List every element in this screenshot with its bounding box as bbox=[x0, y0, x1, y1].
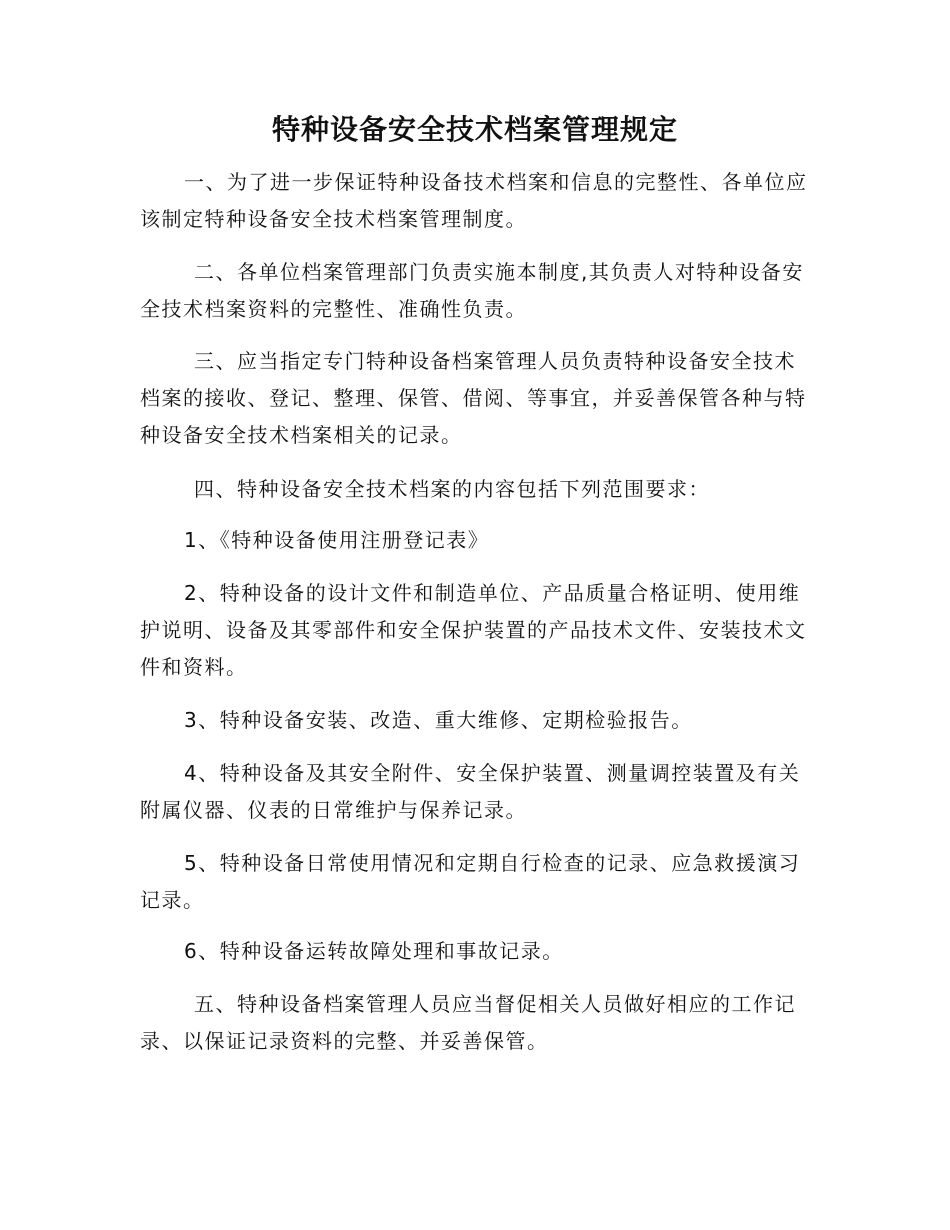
paragraph-3: 三、应当指定专门特种设备档案管理人员负责特种设备安全技术档案的接收、登记、整理、保管、借阅、等事宜，并妥善保管各种与特种设备安全技术档案相关的记录。 bbox=[140, 349, 807, 447]
paragraph-2: 二、各单位档案管理部门负责实施本制度,其负责人对特种设备安全技术档案资料的完整性、准确性负责。 bbox=[140, 260, 804, 321]
paragraph-list-3: 3、特种设备安装、改造、重大维修、定期检验报告。 bbox=[184, 708, 693, 732]
paragraph-list-6: 6、特种设备运转故障处理和事故记录。 bbox=[184, 939, 564, 963]
paragraph-list-2: 2、特种设备的设计文件和制造单位、产品质量合格证明、使用维护说明、设备及其零部件和安全保护装置的产品技术文件、安装技术文件和资料。 bbox=[140, 581, 807, 679]
paragraph-list-1: 1、《特种设备使用注册登记表》 bbox=[184, 528, 490, 552]
paragraph-1: 一、为了进一步保证特种设备技术档案和信息的完整性、各单位应该制定特种设备安全技术档案管理制度。 bbox=[140, 170, 808, 231]
paragraph-5: 五、特种设备档案管理人员应当督促相关人员做好相应的工作记录、以保证记录资料的完整、并妥善保管。 bbox=[140, 992, 796, 1053]
paragraph-list-4: 4、特种设备及其安全附件、安全保护装置、测量调控装置及有关附属仪器、仪表的日常维护与保养记录。 bbox=[140, 761, 801, 822]
paragraph-list-5: 5、特种设备日常使用情况和定期自行检查的记录、应急救援演习记录。 bbox=[140, 851, 801, 912]
document-title: 特种设备安全技术档案管理规定 bbox=[271, 113, 678, 146]
paragraph-4: 四、特种设备安全技术档案的内容包括下列范围要求： bbox=[194, 477, 710, 501]
